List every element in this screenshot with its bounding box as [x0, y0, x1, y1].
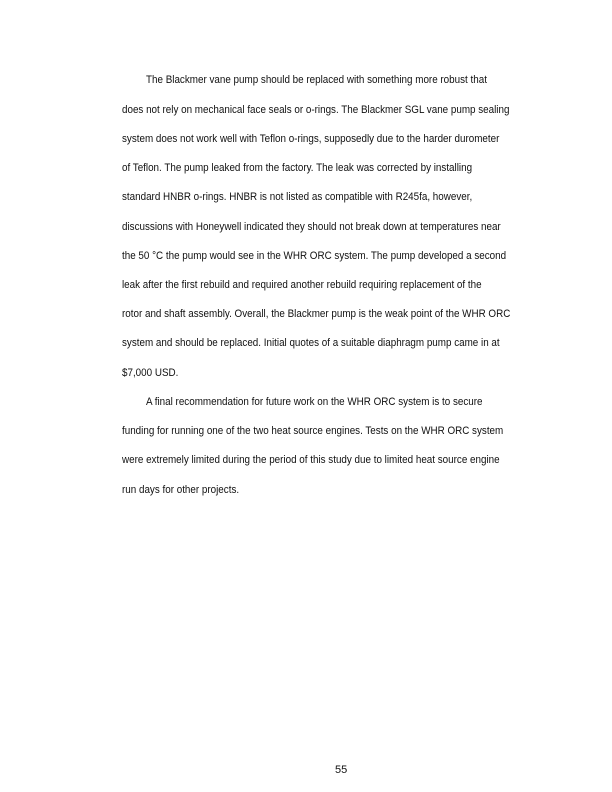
text-line: leak after the first rebuild and required another rebuild requiring replacement of the	[122, 279, 482, 291]
text-line: were extremely limited during the period of this study due to limited heat source engine	[122, 454, 500, 466]
text-line: $7,000 USD.	[122, 367, 179, 379]
text-line: run days for other projects.	[122, 484, 240, 496]
text-line: A final recommendation for future work on the WHR ORC system is to secure	[146, 396, 483, 408]
text-line: standard HNBR o-rings. HNBR is not listed as compatible with R245fa, however,	[122, 191, 473, 203]
text-line: does not rely on mechanical face seals or o-rings. The Blackmer SGL vane pump sealing	[122, 104, 510, 116]
text-line: rotor and shaft assembly. Overall, the Blackmer pump is the weak point of the WHR ORC	[122, 308, 511, 320]
text-line: system and should be replaced. Initial quotes of a suitable diaphragm pump came in at	[122, 337, 500, 349]
page-number: 55	[335, 764, 348, 776]
text-line: of Teflon. The pump leaked from the factory. The leak was corrected by installing	[122, 162, 473, 174]
text-line: system does not work well with Teflon o-rings, supposedly due to the harder durometer	[122, 133, 500, 145]
text-line: discussions with Honeywell indicated they should not break down at temperatures near	[122, 221, 501, 233]
text-line: funding for running one of the two heat source engines. Tests on the WHR ORC system	[122, 425, 504, 437]
text-line: The Blackmer vane pump should be replaced with something more robust that	[146, 74, 487, 86]
text-line: the 50 °C the pump would see in the WHR ORC system. The pump developed a second	[122, 250, 507, 262]
